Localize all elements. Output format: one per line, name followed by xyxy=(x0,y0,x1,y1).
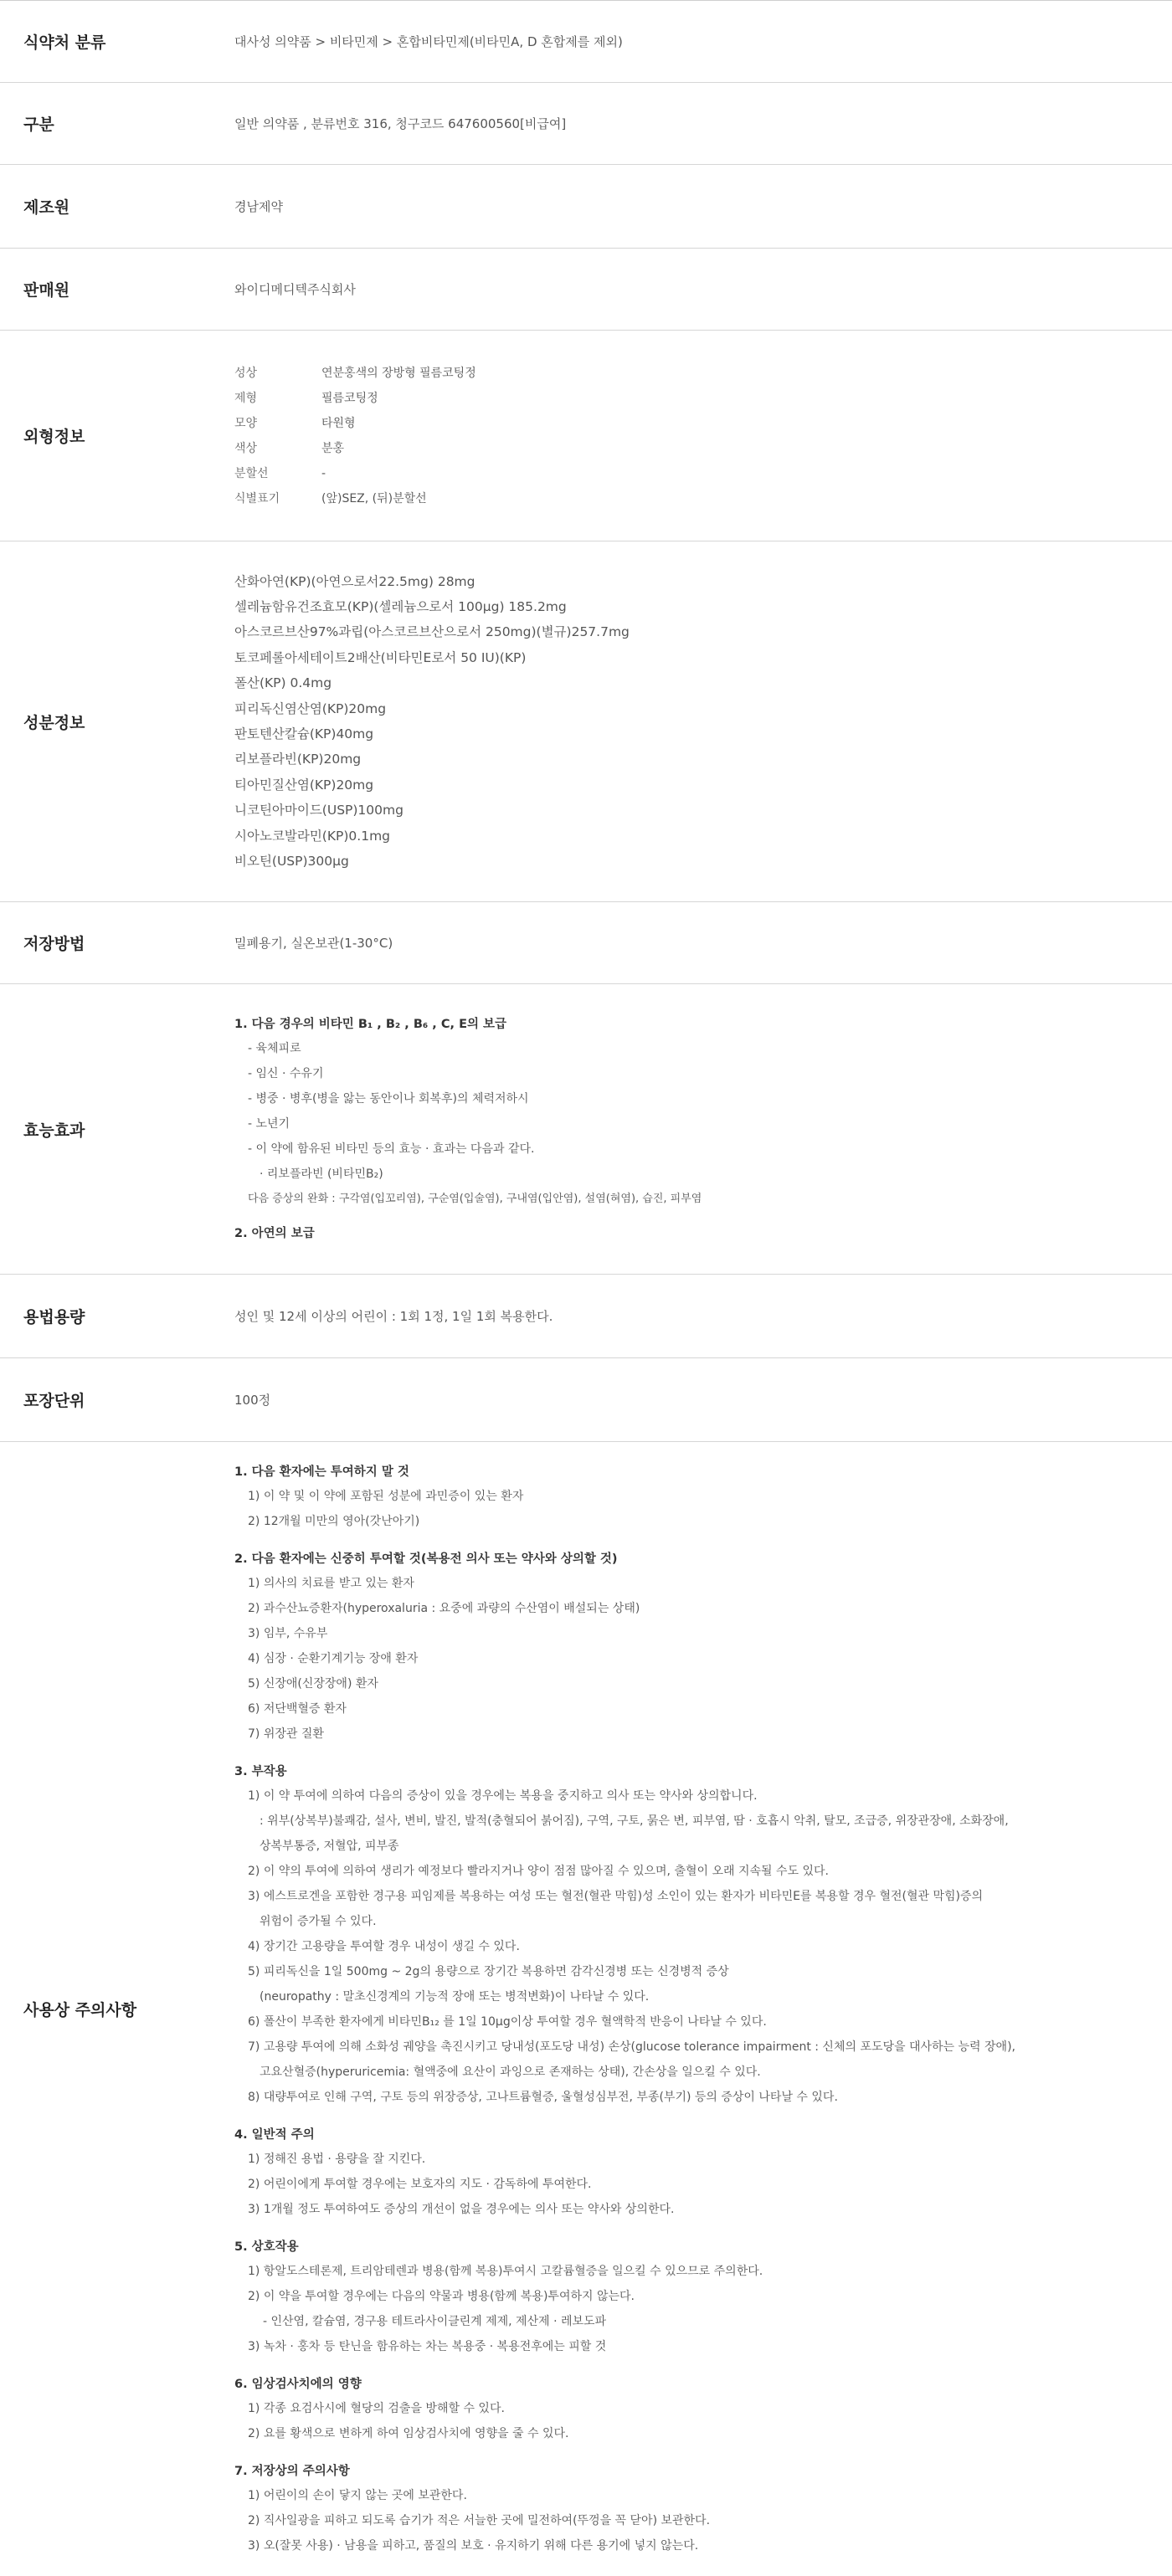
precaution-item: 7) 위장관 질환 xyxy=(248,1727,324,1741)
precaution-item: 4) 장기간 고용량을 투여할 경우 내성이 생길 수 있다. xyxy=(248,1939,520,1953)
row-package xyxy=(0,1358,1172,1442)
dosage-value: 성인 및 12세 이상의 어린이 : 1회 1정, 1일 1회 복용한다. xyxy=(234,1309,553,1324)
row-label: 성분정보 xyxy=(23,713,85,732)
row-label: 판매원 xyxy=(23,281,70,300)
precaution-item: 2) 이 약의 투여에 의하여 생리가 예정보다 빨라지거나 양이 점점 많아질 수 있으며, 출혈이 오래 지속될 수도 있다. xyxy=(248,1864,829,1878)
precaution-item: 4) 심장 · 순환기계기능 장애 환자 xyxy=(248,1651,419,1665)
precaution-heading: 7. 저장상의 주의사항 xyxy=(234,2464,350,2478)
efficacy-item: - 병중 · 병후(병을 앓는 동안이나 회복후)의 체력저하시 xyxy=(248,1092,529,1106)
row-efficacy xyxy=(0,984,1172,1275)
precaution-item: 1) 어린이의 손이 닿지 않는 곳에 보관한다. xyxy=(248,2488,467,2502)
appearance-item: 모양 타원형 xyxy=(234,416,356,430)
appearance-item: 제형 필름코팅정 xyxy=(234,391,378,405)
precaution-item: 2) 어린이에게 투여할 경우에는 보호자의 지도 · 감독하에 투여한다. xyxy=(248,2177,592,2191)
precaution-item: 6) 폴산이 부족한 환자에게 비타민B₁₂ 를 1일 10μg이상 투여할 경우 혈액학적 반응이 나타날 수 있다. xyxy=(248,2014,767,2029)
precaution-item: 2) 12개월 미만의 영아(갓난아기) xyxy=(248,1514,420,1528)
efficacy-heading: 2. 아연의 보급 xyxy=(234,1227,315,1240)
precaution-item: 1) 정해진 용법 · 용량을 잘 지킨다. xyxy=(248,2152,426,2166)
precaution-item: 위험이 증가될 수 있다. xyxy=(260,1914,377,1928)
precaution-item: 1) 이 약 투여에 의하여 다음의 증상이 있을 경우에는 복용을 중지하고 의사 또는 약사와 상의합니다. xyxy=(248,1788,758,1803)
efficacy-item: - 이 약에 함유된 비타민 등의 효능 · 효과는 다음과 같다. xyxy=(248,1142,535,1156)
row-category xyxy=(0,83,1172,165)
precaution-item: 2) 과수산뇨증환자(hyperoxaluria : 요중에 과량의 수산염이 배설되는 상태) xyxy=(248,1601,640,1615)
ingredient-item: 피리독신염산염(KP)20mg xyxy=(234,700,387,716)
precaution-item: 1) 항알도스테론제, 트리암테렌과 병용(함께 복용)투여시 고칼륨혈증을 일으킬 수 있으므로 주의한다. xyxy=(248,2264,763,2278)
row-appearance xyxy=(0,331,1172,541)
storage-value: 밀폐용기, 실온보관(1-30°C) xyxy=(234,936,393,951)
efficacy-item: - 육체피로 xyxy=(248,1042,301,1055)
precaution-item: 3) 녹차 · 홍차 등 탄닌을 함유하는 차는 복용중 · 복용전후에는 피할 것 xyxy=(248,2339,607,2353)
precaution-item: 3) 1개월 정도 투여하여도 증상의 개선이 없을 경우에는 의사 또는 약사와 상의한다. xyxy=(248,2202,675,2216)
efficacy-sub: · 리보플라빈 (비타민B₂) xyxy=(260,1167,383,1181)
precaution-item: 3) 임부, 수유부 xyxy=(248,1626,328,1640)
precaution-heading: 3. 부작용 xyxy=(234,1764,287,1778)
row-label: 포장단위 xyxy=(23,1392,85,1410)
precaution-heading: 5. 상호작용 xyxy=(234,2240,299,2254)
row-content xyxy=(234,165,1172,248)
precaution-item: 5) 피리독신을 1일 500mg ~ 2g의 용량으로 장기간 복용하면 감각신경병 또는 신경병적 증상 xyxy=(248,1964,729,1978)
row-content xyxy=(234,1358,1172,1441)
row-content xyxy=(234,541,1172,901)
ingredient-item: 니코틴아마이드(USP)100mg xyxy=(234,803,404,818)
row-label: 효능효과 xyxy=(23,1121,85,1140)
precaution-item: 3) 오(잘못 사용) · 남용을 피하고, 품질의 보호 · 유지하기 위해 다른 용기에 넣지 않는다. xyxy=(248,2538,699,2553)
ingredient-item: 리보플라빈(KP)20mg xyxy=(234,752,362,767)
package-value: 100정 xyxy=(234,1393,271,1408)
row-content xyxy=(234,83,1172,164)
efficacy-item: - 임신 · 수유기 xyxy=(248,1067,324,1080)
efficacy-heading: 1. 다음 경우의 비타민 B₁ , B₂ , B₆ , C, E의 보급 xyxy=(234,1018,507,1031)
precaution-item: - 인산염, 칼슘염, 경구용 테트라사이클린계 제제, 제산제 · 레보도파 xyxy=(263,2314,607,2328)
row-label: 용법용량 xyxy=(23,1308,85,1326)
precaution-item: 7) 고용량 투여에 의해 소화성 궤양을 촉진시키고 당내성(포도당 내성) 손상(glucose tolerance impairment : 신체의 포도당을 대사하는 능력 장애), xyxy=(248,2040,1015,2054)
row-seller xyxy=(0,249,1172,331)
precaution-item: 1) 이 약 및 이 약에 포함된 성분에 과민증이 있는 환자 xyxy=(248,1489,524,1503)
row-label: 사용상 주의사항 xyxy=(23,2001,137,2019)
precaution-item: 2) 요를 황색으로 변하게 하여 임상검사치에 영향을 줄 수 있다. xyxy=(248,2426,569,2440)
row-manufacturer xyxy=(0,165,1172,249)
precaution-item: : 위부(상복부)불쾌감, 설사, 변비, 발진, 발적(충혈되어 붉어짐), 구역, 구토, 묽은 변, 피부염, 땀 · 호흡시 악취, 탈모, 조급증, 위장관장애, 소화장애, xyxy=(260,1814,1009,1828)
category-value: 일반 의약품 , 분류번호 316, 청구코드 647600560[비급여] xyxy=(234,116,567,131)
appearance-item: 성상 연분홍색의 장방형 필름코팅정 xyxy=(234,366,476,380)
row-content xyxy=(234,249,1172,330)
row-content xyxy=(234,984,1172,1274)
ingredient-item: 토코페롤아세테이트2배산(비타민E로서 50 IU)(KP) xyxy=(234,649,527,665)
precaution-heading: 1. 다음 환자에는 투여하지 말 것 xyxy=(234,1465,409,1479)
row-content xyxy=(234,902,1172,983)
efficacy-note: 다음 증상의 완화 : 구각염(입꼬리염), 구순염(입술염), 구내염(입안염), 설염(혀염), 습진, 피부염 xyxy=(248,1193,702,1205)
row-ingredients xyxy=(0,541,1172,902)
appearance-item: 분할선 - xyxy=(234,466,326,480)
row-content xyxy=(234,1,1172,82)
precaution-heading: 2. 다음 환자에는 신중히 투여할 것(복용전 의사 또는 약사와 상의할 것) xyxy=(234,1552,618,1566)
precaution-item: 1) 의사의 치료를 받고 있는 환자 xyxy=(248,1576,414,1590)
precaution-item: (neuropathy : 말초신경계의 기능적 장애 또는 병적변화)이 나타날 수 있다. xyxy=(260,1989,650,2004)
precaution-heading: 6. 임상검사치에의 영향 xyxy=(234,2377,362,2391)
precaution-item: 고요산혈증(hyperuricemia: 혈액중에 요산이 과잉으로 존재하는 상태), 간손상을 일으킬 수 있다. xyxy=(260,2065,761,2079)
precaution-item: 상복부통증, 저혈압, 피부종 xyxy=(260,1839,399,1853)
precaution-item: 1) 각종 요검사시에 혈당의 검출을 방해할 수 있다. xyxy=(248,2401,505,2415)
row-label: 외형정보 xyxy=(23,428,85,446)
row-content xyxy=(234,331,1172,541)
row-label: 저장방법 xyxy=(23,935,85,953)
precaution-item: 6) 저단백혈증 환자 xyxy=(248,1701,347,1716)
precaution-item: 5) 신장애(신장장애) 환자 xyxy=(248,1676,378,1691)
ingredient-item: 티아민질산염(KP)20mg xyxy=(234,777,374,793)
ingredient-item: 아스코르브산97%과립(아스코르브산으로서 250mg)(별규)257.7mg xyxy=(234,624,630,640)
precaution-heading: 4. 일반적 주의 xyxy=(234,2127,315,2142)
efficacy-item: - 노년기 xyxy=(248,1117,290,1131)
ingredient-item: 폴산(KP) 0.4mg xyxy=(234,675,332,691)
row-label: 구분 xyxy=(23,115,54,134)
row-classification xyxy=(0,1,1172,83)
ingredient-item: 시아노코발라민(KP)0.1mg xyxy=(234,828,391,844)
ingredient-item: 셀레늄함유건조효모(KP)(셀레늄으로서 100μg) 185.2mg xyxy=(234,598,567,614)
appearance-item: 식별표기 (앞)SEZ, (뒤)분할선 xyxy=(234,491,427,505)
row-content xyxy=(234,1275,1172,1357)
row-dosage xyxy=(0,1275,1172,1358)
appearance-item: 색상 분홍 xyxy=(234,441,345,455)
row-storage xyxy=(0,902,1172,984)
row-content xyxy=(234,1442,1172,2576)
precaution-item: 3) 에스트로겐을 포함한 경구용 피임제를 복용하는 여성 또는 혈전(혈관 막힘)성 소인이 있는 환자가 비타민E를 복용할 경우 혈전(혈관 막힘)증의 xyxy=(248,1889,984,1903)
ingredient-item: 판토텐산칼슘(KP)40mg xyxy=(234,726,374,741)
ingredient-item: 산화아연(KP)(아연으로서22.5mg) 28mg xyxy=(234,573,475,589)
classification-value: 대사성 의약품 > 비타민제 > 혼합비타민제(비타민A, D 혼합제를 제외) xyxy=(234,34,623,49)
precaution-item: 8) 대량투여로 인해 구역, 구토 등의 위장증상, 고나트륨혈증, 울혈성심부전, 부종(부기) 등의 증상이 나타날 수 있다. xyxy=(248,2090,838,2104)
manufacturer-value: 경남제약 xyxy=(234,199,283,214)
precaution-item: 2) 직사일광을 피하고 되도록 습기가 적은 서늘한 곳에 밀전하여(뚜껑을 꼭 닫아) 보관한다. xyxy=(248,2513,711,2527)
ingredient-item: 비오틴(USP)300μg xyxy=(234,854,349,870)
seller-value: 와이디메디텍주식회사 xyxy=(234,282,356,297)
precaution-item: 2) 이 약을 투여할 경우에는 다음의 약물과 병용(함께 복용)투여하지 않는다. xyxy=(248,2289,635,2303)
row-precautions xyxy=(0,1442,1172,2576)
row-label: 식약처 분류 xyxy=(23,33,106,52)
row-label: 제조원 xyxy=(23,198,70,217)
